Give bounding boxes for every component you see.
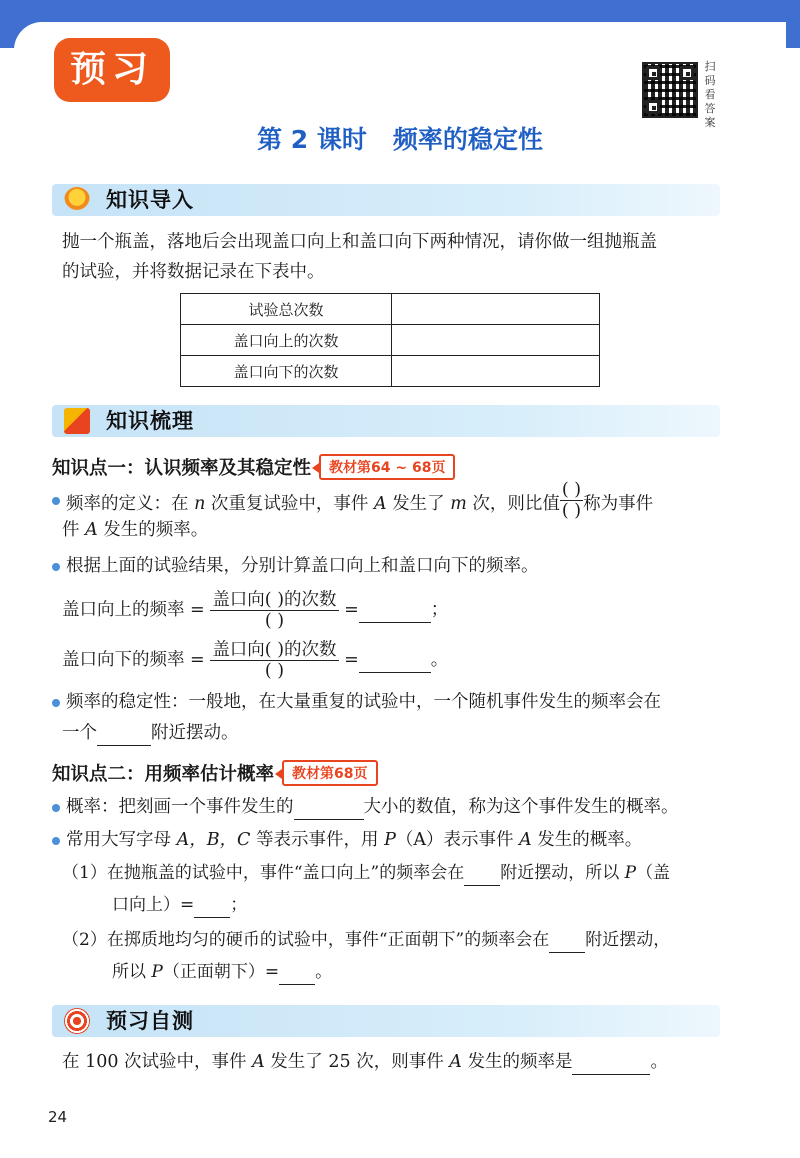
down-frequency-formula: 盖口向下的频率 = $\frac{\text{盖口向( )的次数}}{( )}$ = 。	[62, 640, 449, 681]
stability-line1: 频率的稳定性：一般地，在大量重复的试验中，一个随机事件发生的频率会在	[66, 692, 661, 712]
record-table	[180, 293, 600, 387]
ratio-denominator[interactable]: ( )	[561, 501, 582, 521]
table-row	[181, 325, 600, 356]
intro-text-line2: 的试验，并将数据记录在下表中。	[62, 262, 325, 282]
up-frequency-formula: 盖口向上的频率 = $\frac{\text{盖口向( )的次数}}{( )}$ = ；	[62, 590, 449, 631]
probability-definition: 概率：把刻画一个事件发生的 大小的数值，称为这个事件发生的概率。	[66, 795, 679, 820]
up-denominator-blank[interactable]: ( )	[264, 611, 285, 631]
table-cell-value[interactable]	[392, 325, 600, 356]
question-2-line1: （2）在掷质地均匀的硬币的试验中，事件“正面朝下”的频率会在 附近摆动，	[62, 928, 670, 953]
calc-instruction: 根据上面的试验结果，分别计算盖口向上和盖口向下的频率。	[66, 556, 539, 576]
table-cell-label: 盖口向上的次数	[181, 325, 392, 356]
table-row	[181, 356, 600, 387]
table-row	[181, 294, 600, 325]
target-icon	[64, 1008, 90, 1034]
book-icon	[64, 408, 90, 434]
up-numerator-blank[interactable]: 盖口向( )的次数	[212, 590, 337, 610]
q2-answer-blank-1[interactable]	[549, 928, 585, 953]
question-1-line1: （1）在抛瓶盖的试验中，事件“盖口向上”的频率会在 附近摆动，所以 P（盖	[62, 861, 670, 886]
lesson-number: 第 2 课时	[257, 125, 367, 154]
table-cell-label: 试验总次数	[181, 294, 392, 325]
question-1-line2: 口向上）= ；	[112, 893, 247, 918]
down-frequency-answer[interactable]	[359, 648, 431, 673]
ratio-numerator[interactable]: ( )	[561, 480, 582, 500]
up-frequency-answer[interactable]	[359, 598, 431, 623]
self-test-question: 在 100 次试验中，事件 A 发生了 25 次，则事件 A 发生的频率是 。	[62, 1050, 668, 1075]
question-2-line2: 所以 P（正面朝下）= 。	[112, 960, 332, 985]
q1-answer-blank-1[interactable]	[464, 861, 500, 886]
section-intro-header: 知识导入	[52, 184, 720, 216]
lightbulb-icon	[64, 187, 90, 213]
bullet-icon	[52, 563, 60, 571]
bullet-icon	[52, 837, 60, 845]
q2-answer-blank-2[interactable]	[279, 960, 315, 985]
notation-text: 常用大写字母 A，B，C 等表示事件，用 P（A）表示事件 A 发生的概率。	[66, 830, 643, 850]
frequency-definition: 频率的定义：在 n 次重复试验中，事件 A 发生了 m 次，则比值 $\frac{( )}{( )}$ 称为事件	[66, 480, 654, 521]
frequency-definition-cont: 件 A 发生的频率。	[62, 520, 209, 540]
bullet-icon	[52, 497, 60, 505]
textbook-page-tag: 教材第68页	[282, 760, 377, 786]
page-title	[0, 120, 800, 156]
table-cell-value[interactable]	[392, 356, 600, 387]
self-test-answer-blank[interactable]	[572, 1050, 650, 1075]
qr-code-icon[interactable]	[642, 62, 698, 118]
down-denominator-blank[interactable]: ( )	[264, 661, 285, 681]
down-numerator-blank[interactable]: 盖口向( )的次数	[212, 640, 337, 660]
bullet-icon	[52, 804, 60, 812]
lesson-topic: 频率的稳定性	[392, 125, 543, 154]
bullet-icon	[52, 699, 60, 707]
textbook-page-tag: 教材第64 ~ 68页	[319, 454, 455, 480]
section-self-test-header: 预习自测	[52, 1005, 720, 1037]
page-number: 24	[48, 1108, 68, 1126]
table-cell-value[interactable]	[392, 294, 600, 325]
qr-label: 扫 码 看 答 案	[704, 60, 716, 129]
preview-badge: 预习	[54, 38, 170, 102]
probability-answer-blank[interactable]	[294, 795, 364, 820]
knowledge-point-1-title: 知识点一：认识频率及其稳定性 教材第64 ~ 68页	[52, 454, 455, 482]
intro-text-line1: 抛一个瓶盖，落地后会出现盖口向上和盖口向下两种情况，请你做一组抛瓶盖	[62, 232, 657, 252]
stability-line2: 一个 附近摆动。	[62, 721, 239, 746]
q1-answer-blank-2[interactable]	[194, 893, 230, 918]
stability-answer-blank[interactable]	[97, 721, 151, 746]
knowledge-point-2-title: 知识点二：用频率估计概率 教材第68页	[52, 760, 378, 788]
table-cell-label: 盖口向下的次数	[181, 356, 392, 387]
section-review-header: 知识梳理	[52, 405, 720, 437]
